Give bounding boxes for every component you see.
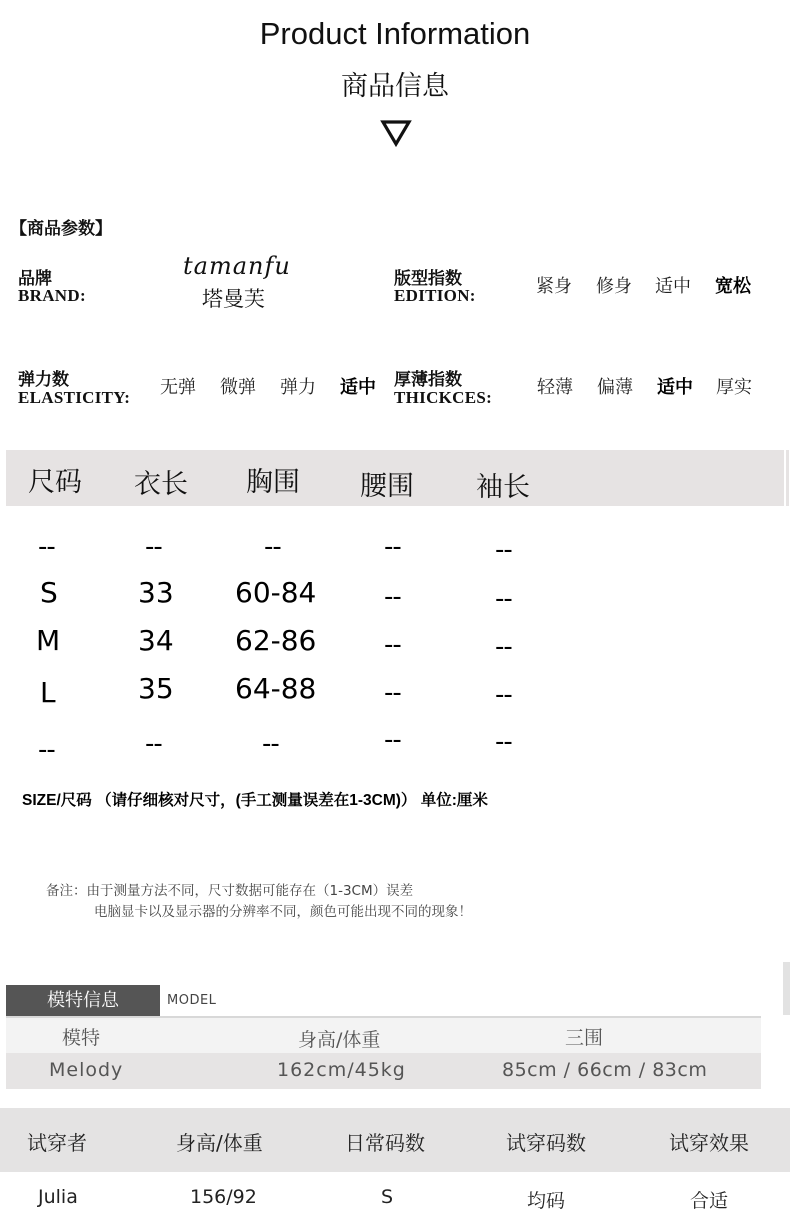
size-cell: 62-86 — [235, 624, 317, 657]
size-cell: -- — [384, 630, 401, 660]
size-cell: -- — [495, 680, 512, 710]
trial-cell: 均码 — [527, 1190, 566, 1212]
size-cell: 60-84 — [235, 576, 317, 609]
model-col-header: 身高/体重 — [298, 1029, 381, 1051]
model-height-weight: 162cm/45kg — [277, 1059, 406, 1081]
page-title-cn: 商品信息 — [341, 71, 449, 102]
page-title-en: Product Information — [259, 16, 531, 51]
size-cell: S — [40, 576, 58, 609]
trial-col-header: 日常码数 — [345, 1131, 425, 1155]
size-cell: -- — [384, 678, 401, 708]
size-cell: L — [40, 676, 56, 709]
size-cell: -- — [495, 632, 512, 662]
thickness-option: 轻薄 — [537, 377, 573, 398]
size-cell: -- — [145, 729, 162, 759]
model-info-tab-en: MODEL — [167, 993, 217, 1008]
model-measurements: 85cm / 66cm / 83cm — [502, 1059, 708, 1081]
size-cell: -- — [495, 535, 512, 565]
size-cell: -- — [495, 584, 512, 614]
model-name: Melody — [49, 1059, 124, 1081]
edition-label-en: EDITION: — [394, 286, 476, 305]
trial-col-header: 身高/体重 — [176, 1131, 263, 1155]
size-chart-header-edge — [786, 450, 789, 506]
size-note: SIZE/尺码 （请仔细核对尺寸，(手工测量误差在1-3CM)） 单位:厘米 — [22, 792, 488, 809]
trial-col-header: 试穿效果 — [669, 1131, 749, 1155]
trial-col-header: 试穿码数 — [506, 1131, 586, 1155]
size-cell: 64-88 — [235, 672, 317, 705]
remark-line: 备注：由于测量方法不同，尺寸数据可能存在（1-3CM）误差 — [46, 883, 414, 899]
brand-name-cn: 塔曼芙 — [202, 287, 265, 311]
elasticity-option: 无弹 — [160, 377, 196, 398]
size-cell: -- — [264, 532, 281, 562]
model-col-header: 三围 — [565, 1027, 604, 1049]
down-triangle-icon — [380, 118, 412, 148]
model-col-header: 模特 — [62, 1027, 101, 1049]
size-cell: -- — [262, 729, 279, 759]
size-col-header: 袖长 — [476, 472, 530, 503]
edition-option-selected: 宽松 — [715, 276, 751, 297]
size-cell: -- — [38, 735, 55, 765]
size-cell: M — [36, 624, 61, 657]
trial-col-header: 试穿者 — [27, 1131, 87, 1155]
size-cell: 33 — [138, 576, 174, 609]
size-col-header: 腰围 — [360, 471, 414, 502]
size-cell: -- — [384, 725, 401, 755]
trial-cell: 合适 — [690, 1190, 729, 1212]
edition-option: 修身 — [596, 276, 632, 297]
edition-option: 适中 — [655, 276, 691, 297]
elasticity-option-selected: 适中 — [340, 377, 376, 398]
brand-script-logo: tamanfu — [183, 252, 291, 280]
thickness-option: 厚实 — [716, 377, 752, 398]
size-cell: -- — [384, 582, 401, 612]
edition-label-cn: 版型指数 — [394, 269, 462, 289]
size-cell: -- — [384, 532, 401, 562]
elasticity-option: 微弹 — [220, 377, 256, 398]
thickness-label-en: THICKCES: — [394, 388, 493, 407]
remark-line: 电脑显卡以及显示器的分辨率不同，颜色可能出现不同的现象！ — [94, 904, 472, 920]
size-cell: -- — [145, 532, 162, 562]
model-header-row — [6, 1018, 761, 1053]
params-section-title: 【商品参数】 — [10, 219, 112, 239]
size-cell: 35 — [138, 672, 174, 705]
size-col-header: 尺码 — [28, 467, 82, 498]
edition-option: 紧身 — [536, 276, 572, 297]
size-col-header: 胸围 — [246, 467, 300, 498]
brand-label-en: BRAND: — [18, 286, 86, 305]
trial-cell: 156/92 — [190, 1186, 257, 1208]
size-col-header: 衣长 — [134, 469, 188, 500]
trial-cell: Julia — [38, 1186, 78, 1208]
trial-cell: S — [381, 1186, 394, 1208]
size-cell: 34 — [138, 624, 174, 657]
elasticity-label-en: ELASTICITY: — [18, 388, 131, 407]
elasticity-option: 弹力 — [280, 377, 316, 398]
size-cell: -- — [495, 727, 512, 757]
model-info-tab: 模特信息 — [6, 985, 160, 1016]
brand-label-cn: 品牌 — [18, 269, 52, 289]
thickness-label-cn: 厚薄指数 — [394, 370, 462, 390]
size-cell: -- — [38, 532, 55, 562]
thickness-option-selected: 适中 — [657, 377, 693, 398]
thickness-option: 偏薄 — [597, 377, 633, 398]
edge-decoration — [783, 962, 790, 1015]
elasticity-label-cn: 弹力数 — [18, 370, 69, 390]
